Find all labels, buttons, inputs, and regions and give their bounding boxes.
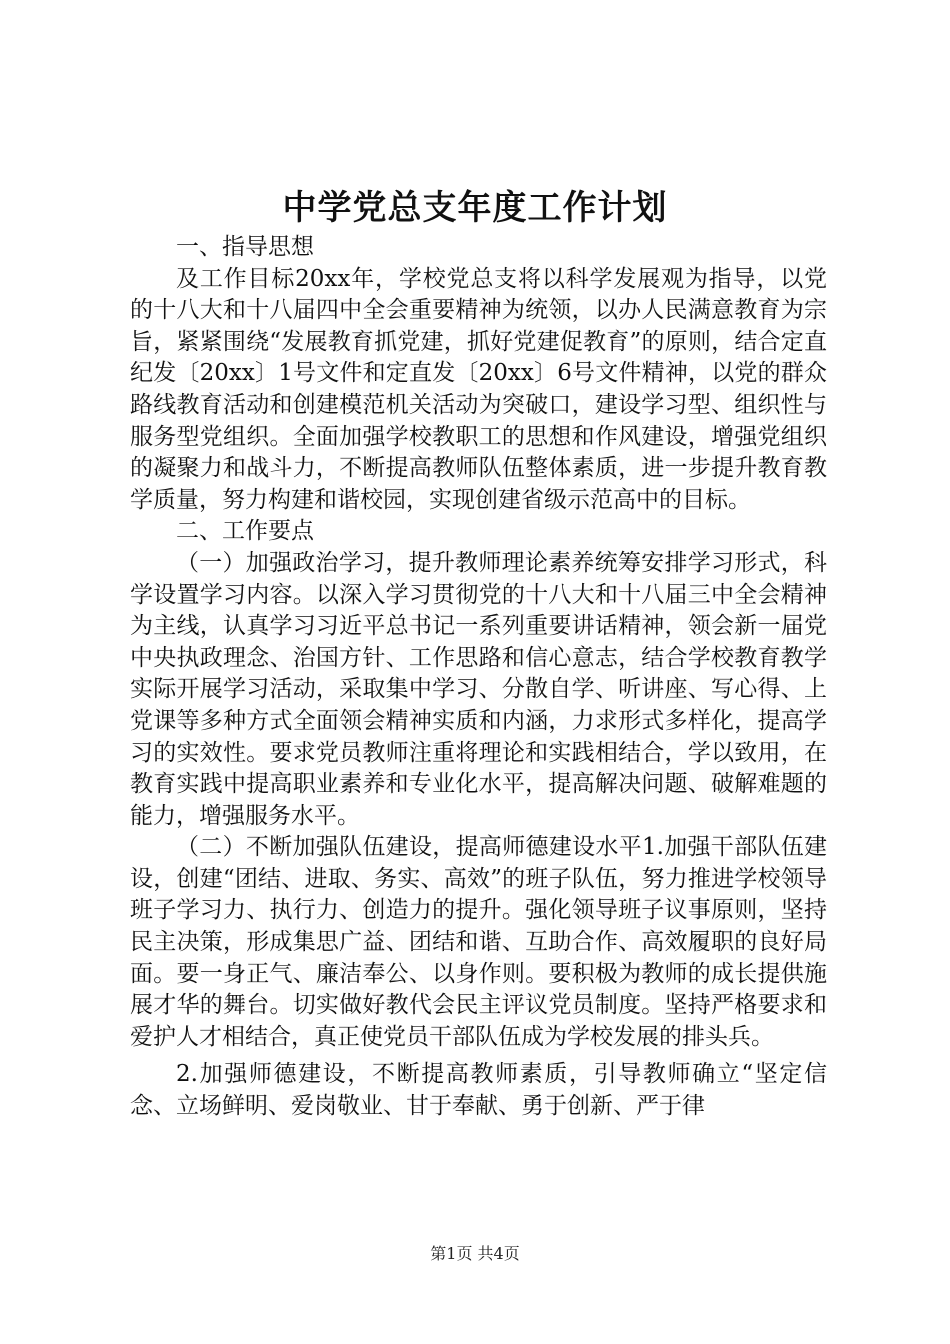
document-body	[130, 232, 827, 1123]
paragraph-political-study: （一）加强政治学习，提升教师理论素养统筹安排学习形式，科学设置学习内容。以深入学习贯彻党的十八大和十八届三中全会精神为主线，认真学习习近平总书记一系列重要讲话精神，领会新一届党中央执政理念、治国方针、工作思路和信心意志，结合学校教育教学实际开展学习活动，采取集中学习、分散自学、听讲座、写心得、上党课等多种方式全面领会精神实质和内涵，力求形式多样化，提高学习的实效性。要求党员教师注重将理论和实践相结合，学以致用，在教育实践中提高职业素养和专业化水平，提高解决问题、破解难题的能力，增强服务水平。	[130, 549, 827, 829]
page-number-footer: 第1页 共4页	[430, 1244, 520, 1263]
paragraph-goals: 及工作目标20xx年，学校党总支将以科学发展观为指导，以党的十八大和十八届四中全会重要精神为统领，以办人民满意教育为宗旨，紧紧围绕“发展教育抓党建，抓好党建促教育”的原则，结合定直纪发〔20xx〕1号文件和定直发〔20xx〕6号文件精神，以党的群众路线教育活动和创建模范机关活动为突破口，建设学习型、组织性与服务型党组织。全面加强学校教职工的思想和作风建设，增强党组织的凝聚力和战斗力，不断提高教师队伍整体素质，进一步提升教育教学质量，努力构建和谐校园，实现创建省级示范高中的目标。	[130, 265, 827, 513]
section-heading-work-points: 二、工作要点	[176, 518, 314, 545]
paragraph-teacher-ethics: 2.加强师德建设，不断提高教师素质，引导教师确立“坚定信念、立场鲜明、爱岗敬业、甘于奉献、勇于创新、严于律	[130, 1061, 827, 1120]
document-title: 中学党总支年度工作计划	[282, 188, 668, 228]
paragraph-team-building: （二）不断加强队伍建设，提高师德建设水平1.加强干部队伍建设，创建“团结、进取、务实、高效”的班子队伍，努力推进学校领导班子学习力、执行力、创造力的提升。强化领导班子议事原则，坚持民主决策，形成集思广益、团结和谐、互助合作、高效履职的良好局面。要一身正气、廉洁奉公、以身作则。要积极为教师的成长提供施展才华的舞台。切实做好教代会民主评议党员制度。坚持严格要求和爱护人才相结合，真正使党员干部队伍成为学校发展的排头兵。	[130, 834, 827, 1050]
section-heading-guiding-thought: 一、指导思想	[176, 234, 314, 260]
